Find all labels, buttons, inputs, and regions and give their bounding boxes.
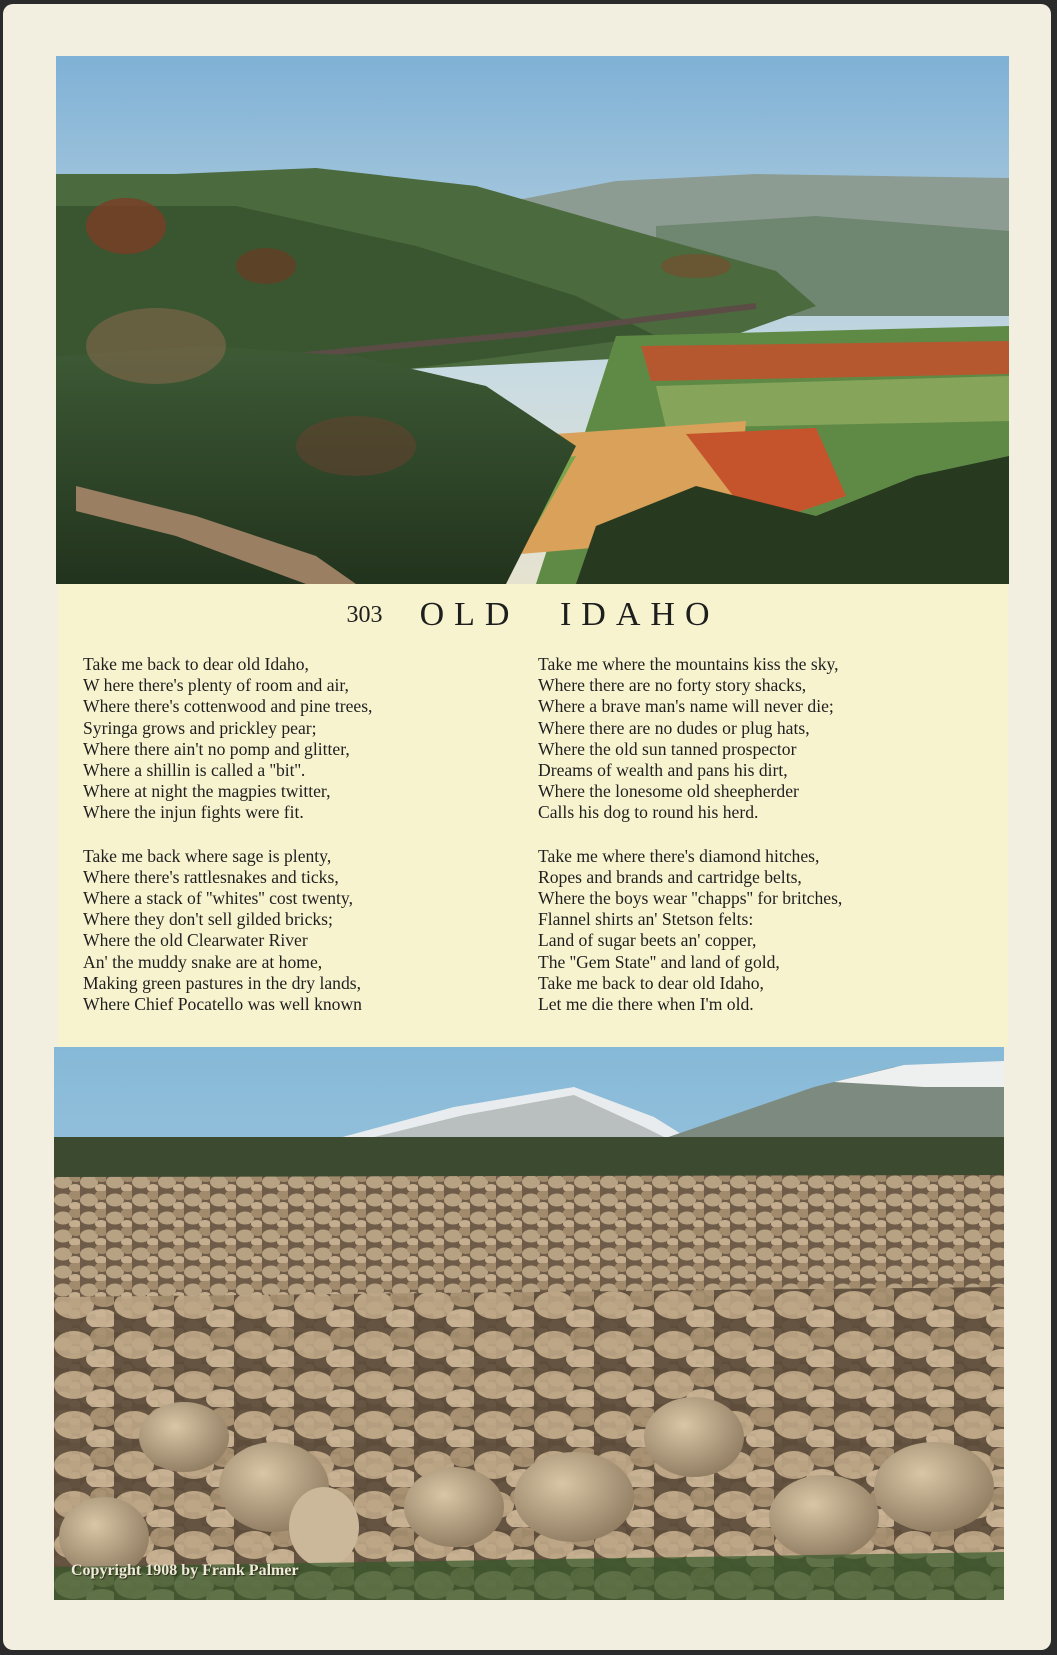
poem-line: Let me die there when I'm old.	[538, 994, 754, 1015]
poem-line: Making green pastures in the dry lands,	[83, 972, 362, 993]
poem-line: Where there's rattlesnakes and ticks,	[83, 866, 339, 887]
sheep-flock-image	[54, 1047, 1004, 1600]
valley-landscape-image	[56, 56, 1009, 584]
title-row	[58, 596, 1008, 646]
poem-line: Where the boys wear ''chapps'' for britches,	[538, 888, 843, 909]
poem-line: Where the lonesome old sheepherder	[538, 781, 799, 802]
poem-line: Take me back to dear old Idaho,	[538, 972, 764, 993]
poem-line: Calls his dog to round his herd.	[538, 802, 759, 823]
stanza	[538, 654, 968, 824]
poem-line: Where there's cottenwood and pine trees,	[83, 696, 373, 717]
poem-line: The ''Gem State'' and land of gold,	[538, 951, 780, 972]
poem-column-left	[83, 654, 513, 1037]
stanza	[538, 846, 968, 1016]
poem-panel	[58, 584, 1008, 1047]
stanza	[83, 654, 513, 824]
poem-line: Syringa grows and prickley pear;	[83, 717, 317, 738]
poem-line: Where Chief Pocatello was well known	[83, 994, 362, 1015]
poem-line: Take me where the mountains kiss the sky,	[538, 654, 839, 674]
poem-line: Where a brave man's name will never die;	[538, 696, 834, 717]
poem-line: Take me back to dear old Idaho,	[83, 654, 309, 674]
poem-line: Where the injun fights were fit.	[83, 802, 304, 823]
poem-line: Where a shillin is called a ''bit''.	[83, 760, 306, 781]
poem-title: OLD IDAHO	[419, 596, 720, 633]
poem-line: Where the old Clearwater River	[83, 930, 308, 951]
poem-line: Take me back where sage is plenty,	[83, 845, 332, 866]
poem-column-right	[538, 654, 968, 1037]
poem-line: Ropes and brands and cartridge belts,	[538, 866, 802, 887]
poem-line: Where there are no dudes or plug hats,	[538, 717, 810, 738]
stanza	[83, 846, 513, 1016]
poem-line: Where there ain't no pomp and glitter,	[83, 738, 350, 759]
poem-line: Where they don't sell gilded bricks;	[83, 909, 333, 930]
poem-line: Where a stack of ''whites'' cost twenty,	[83, 888, 353, 909]
landscape-illustration	[56, 56, 1009, 584]
poem-line: Where the old sun tanned prospector	[538, 738, 797, 759]
poem-line: Dreams of wealth and pans his dirt,	[538, 760, 788, 781]
poem-line: Flannel shirts an' Stetson felts:	[538, 909, 754, 930]
poem-line: Take me where there's diamond hitches,	[538, 845, 820, 866]
plate-number: 303	[346, 601, 383, 628]
poem-line: Where there are no forty story shacks,	[538, 675, 807, 696]
poem-line: Where at night the magpies twitter,	[83, 781, 331, 802]
sheep-illustration	[54, 1047, 1004, 1600]
poem-line: Land of sugar beets an' copper,	[538, 930, 757, 951]
copyright-notice: Copyright 1908 by Frank Palmer	[71, 1562, 299, 1579]
poem-line: An' the muddy snake are at home,	[83, 951, 323, 972]
poem-line: W here there's plenty of room and air,	[83, 675, 349, 696]
postcard	[3, 4, 1051, 1650]
